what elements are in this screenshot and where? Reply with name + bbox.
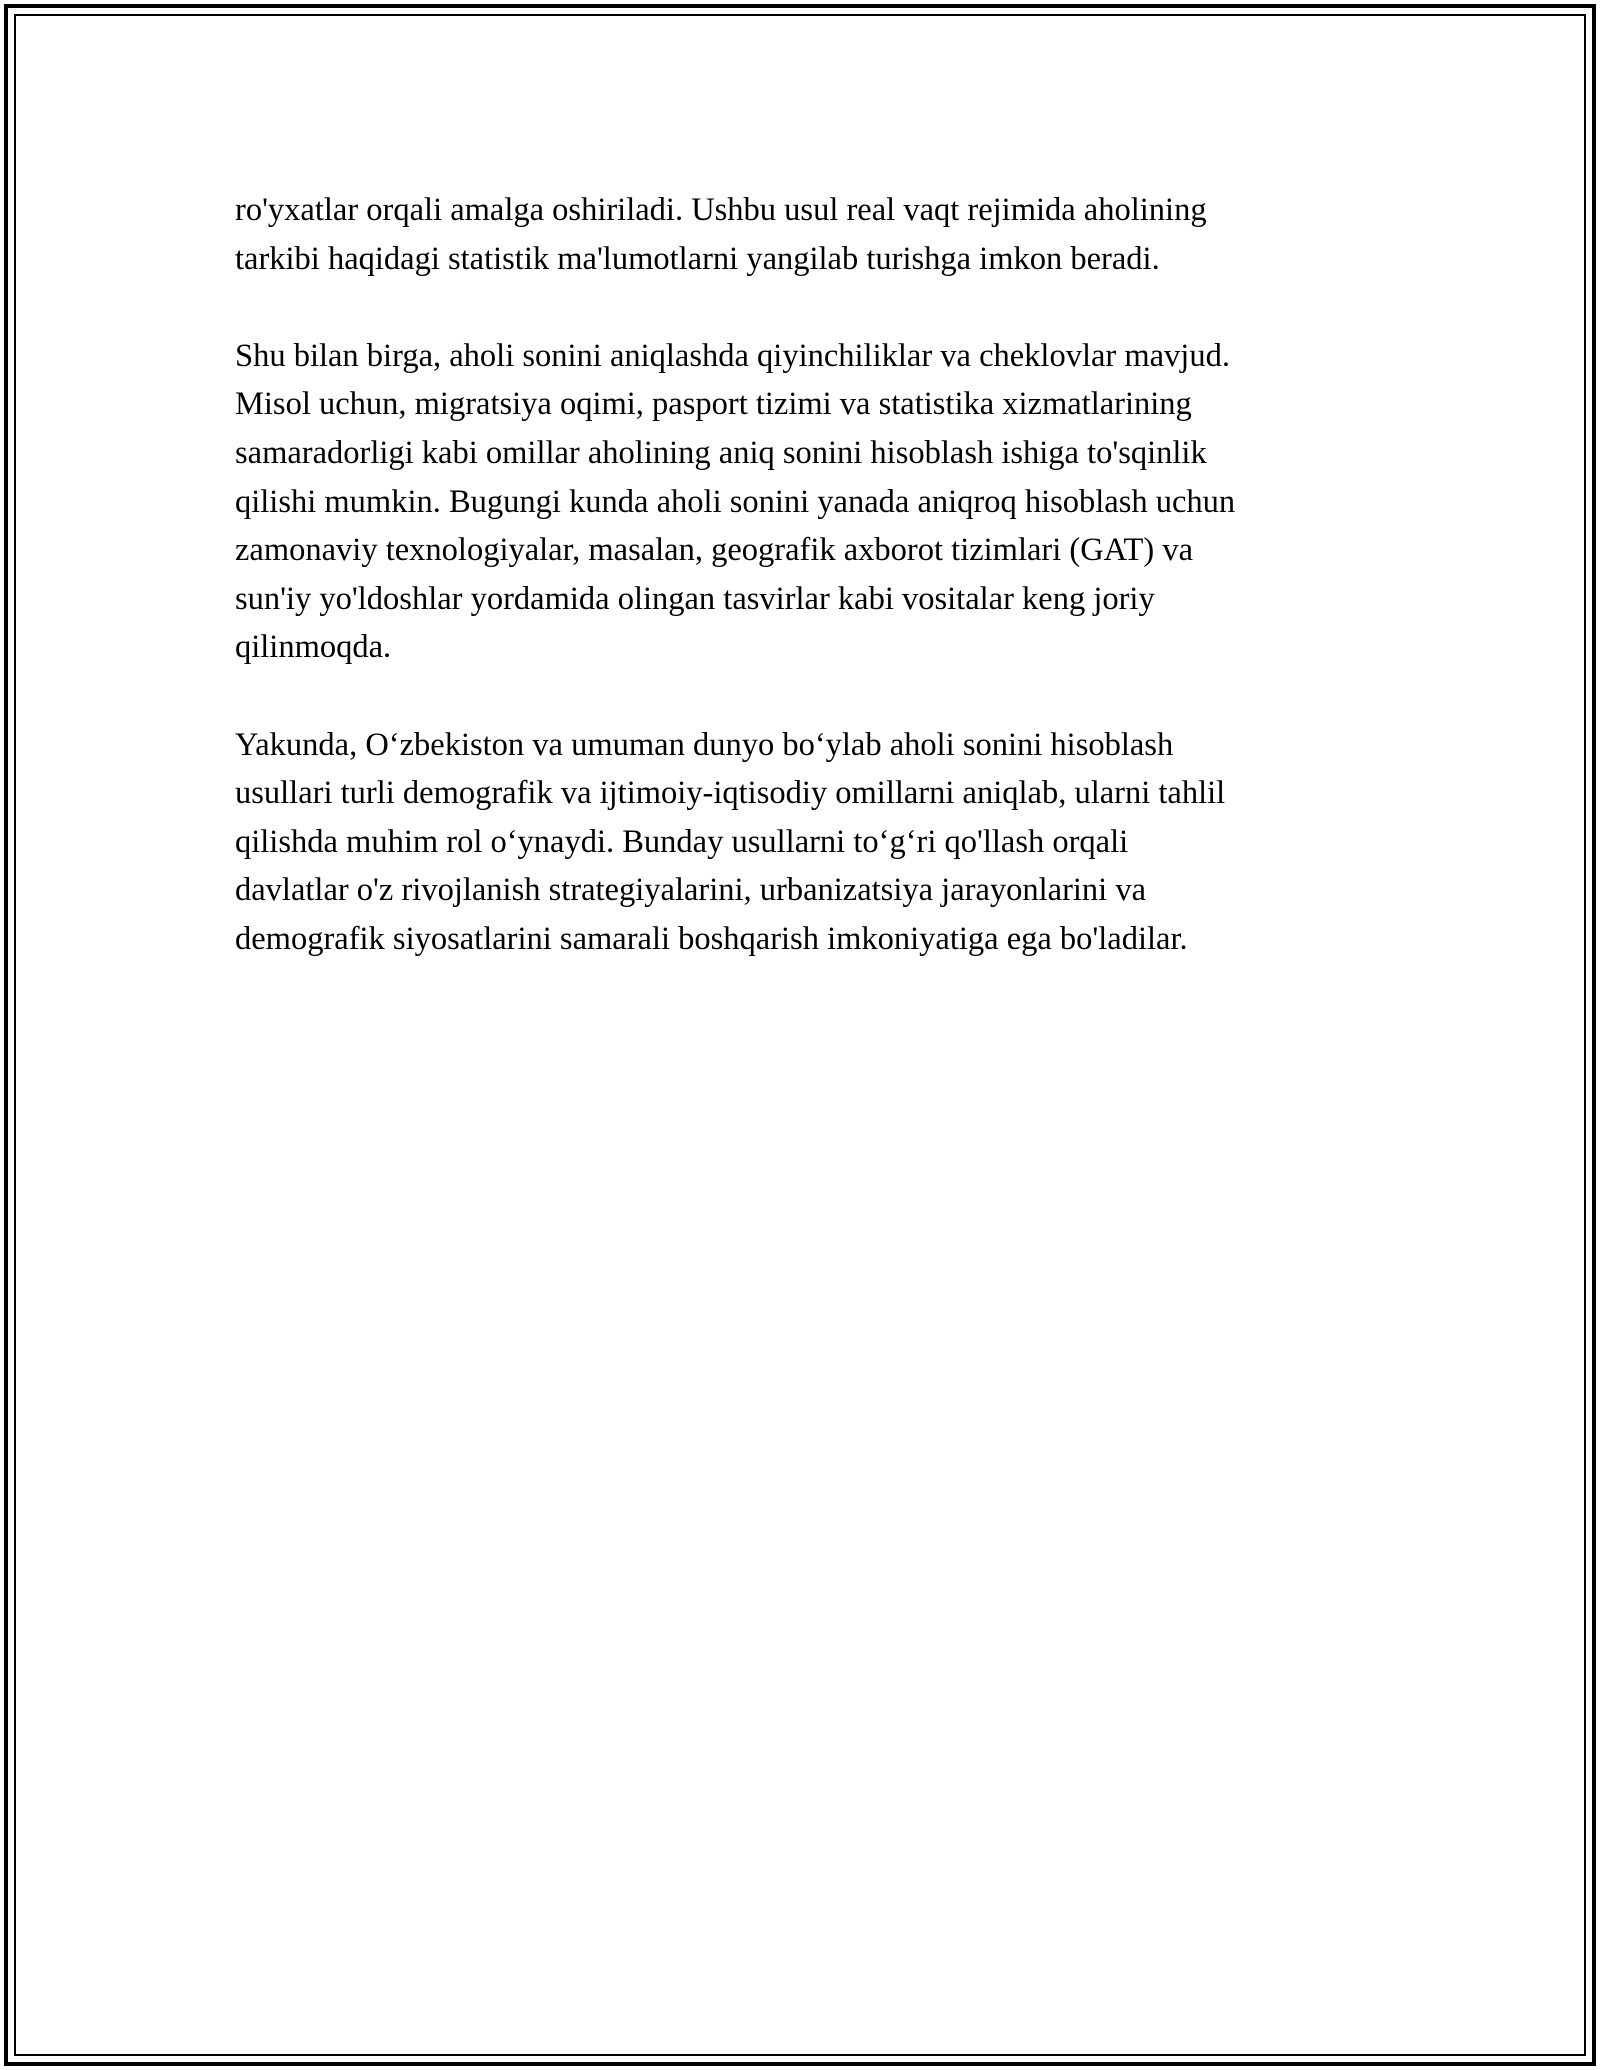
text-line: tarkibi haqidagi statistik ma'lumotlarni yangilab turishga imkon beradi.: [235, 240, 1160, 277]
text-line: qilinmoqda.: [235, 629, 392, 666]
text-line: zamonaviy texnologiyalar, masalan, geografik axborot tizimlari (GAT) va: [235, 532, 1194, 569]
text-line: sun'iy yo'ldoshlar yordamida olingan tasvirlar kabi vositalar keng joriy: [235, 580, 1155, 617]
text-line: Misol uchun, migratsiya oqimi, pasport tizimi va statistika xizmatlarining: [235, 386, 1192, 423]
text-line: ro'yxatlar orqali amalga oshiriladi. Ushbu usul real vaqt rejimida aholining: [235, 192, 1207, 228]
document-body: [235, 186, 1395, 1012]
text-line: samaradorligi kabi omillar aholining aniq sonini hisoblash ishiga to'sqinlik: [235, 434, 1207, 471]
paragraph-2: [235, 332, 1395, 672]
paragraph-1: [235, 186, 1395, 283]
text-line: davlatlar o'z rivojlanish strategiyalarini, urbanizatsiya jarayonlarini va: [235, 872, 1146, 909]
text-line: qilishda muhim rol o‘ynaydi. Bunday usullarni to‘g‘ri qo'llash orqali: [235, 823, 1129, 860]
paragraph-3: [235, 721, 1395, 964]
text-line: qilishi mumkin. Bugungi kunda aholi sonini yanada aniqroq hisoblash uchun: [235, 483, 1236, 520]
text-line: Yakunda, O‘zbekiston va umuman dunyo bo‘ylab aholi sonini hisoblash: [235, 726, 1174, 763]
text-line: Shu bilan birga, aholi sonini aniqlashda qiyinchiliklar va cheklovlar mavjud.: [235, 337, 1230, 374]
text-line: demografik siyosatlarini samarali boshqarish imkoniyatiga ega bo'ladilar.: [235, 920, 1188, 957]
text-line: usullari turli demografik va ijtimoiy-iqtisodiy omillarni aniqlab, ularni tahlil: [235, 775, 1226, 812]
